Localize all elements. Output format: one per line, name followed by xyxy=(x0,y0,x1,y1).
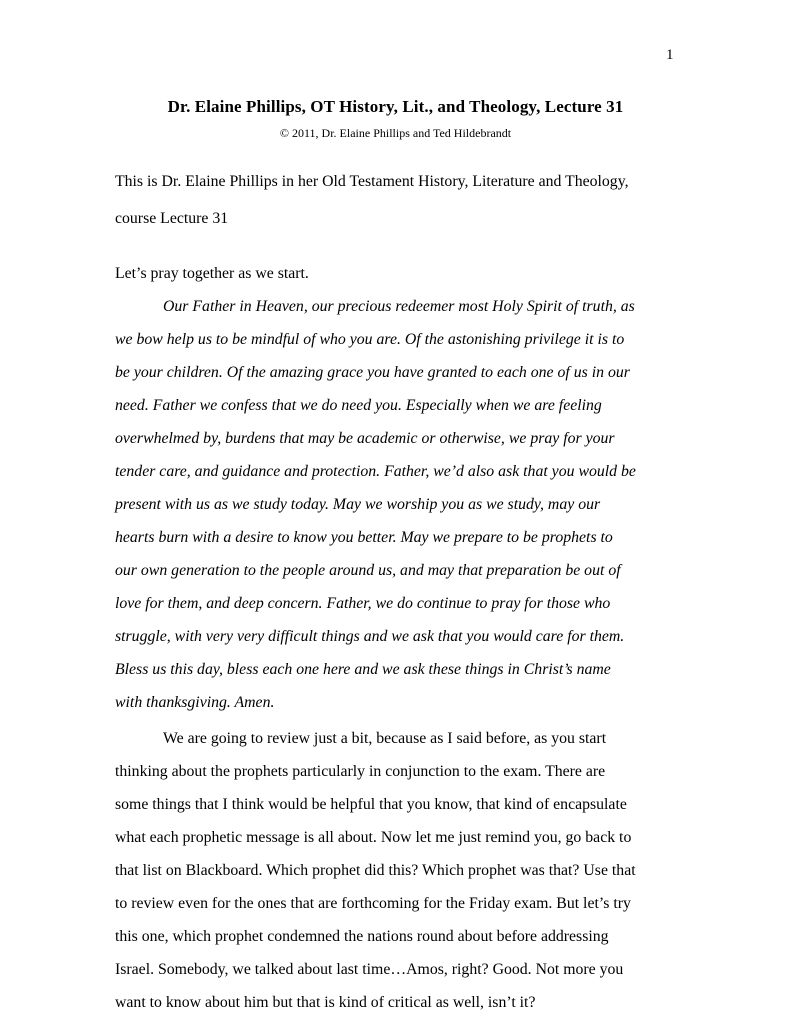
body-line: want to know about him but that is kind of critical as well, isn’t it? xyxy=(115,994,536,1011)
opening-line: Let’s pray together as we start. xyxy=(115,265,309,282)
prayer-line: overwhelmed by, burdens that may be academic or otherwise, we pray for your xyxy=(115,430,615,447)
intro-line: This is Dr. Elaine Phillips in her Old Testament History, Literature and Theology, xyxy=(115,173,629,190)
lecture-title: Dr. Elaine Phillips, OT History, Lit., and Theology, Lecture 31 xyxy=(167,97,624,116)
prayer-line: love for them, and deep concern. Father, we do continue to pray for those who xyxy=(115,595,611,612)
prayer-line: Our Father in Heaven, our precious redeemer most Holy Spirit of truth, as xyxy=(163,298,635,315)
body-line: We are going to review just a bit, because as I said before, as you start xyxy=(163,730,607,747)
body-line: this one, which prophet condemned the nations round about before addressing xyxy=(115,928,609,945)
intro-line: course Lecture 31 xyxy=(115,210,229,227)
body-line: Israel. Somebody, we talked about last time…Amos, right? Good. Not more you xyxy=(115,961,624,978)
body-line: thinking about the prophets particularly in conjunction to the exam. There are xyxy=(115,763,606,780)
prayer-line: tender care, and guidance and protection. Father, we’d also ask that you would be xyxy=(115,463,636,480)
body-line: to review even for the ones that are forthcoming for the Friday exam. But let’s try xyxy=(115,895,631,912)
body-line: some things that I think would be helpful that you know, that kind of encapsulate xyxy=(115,796,627,813)
prayer-line: need. Father we confess that we do need you. Especially when we are feeling xyxy=(115,397,602,414)
body-line: that list on Blackboard. Which prophet did this? Which prophet was that? Use that xyxy=(115,862,636,879)
prayer-line: Bless us this day, bless each one here and we ask these things in Christ’s name xyxy=(115,661,611,678)
prayer-line: hearts burn with a desire to know you better. May we prepare to be prophets to xyxy=(115,529,613,546)
page-number: 1 xyxy=(666,47,674,63)
prayer-line: be your children. Of the amazing grace you have granted to each one of us in our xyxy=(115,364,630,381)
prayer-line: struggle, with very very difficult things and we ask that you would care for them. xyxy=(115,628,625,645)
body-line: what each prophetic message is all about. Now let me just remind you, go back to xyxy=(115,829,632,846)
prayer-line: our own generation to the people around us, and may that preparation be out of xyxy=(115,562,621,579)
prayer-line: with thanksgiving. Amen. xyxy=(115,694,275,711)
prayer-line: we bow help us to be mindful of who you are. Of the astonishing privilege it is to xyxy=(115,331,625,348)
copyright-line: © 2011, Dr. Elaine Phillips and Ted Hildebrandt xyxy=(279,126,512,140)
prayer-line: present with us as we study today. May we worship you as we study, may our xyxy=(115,496,601,513)
